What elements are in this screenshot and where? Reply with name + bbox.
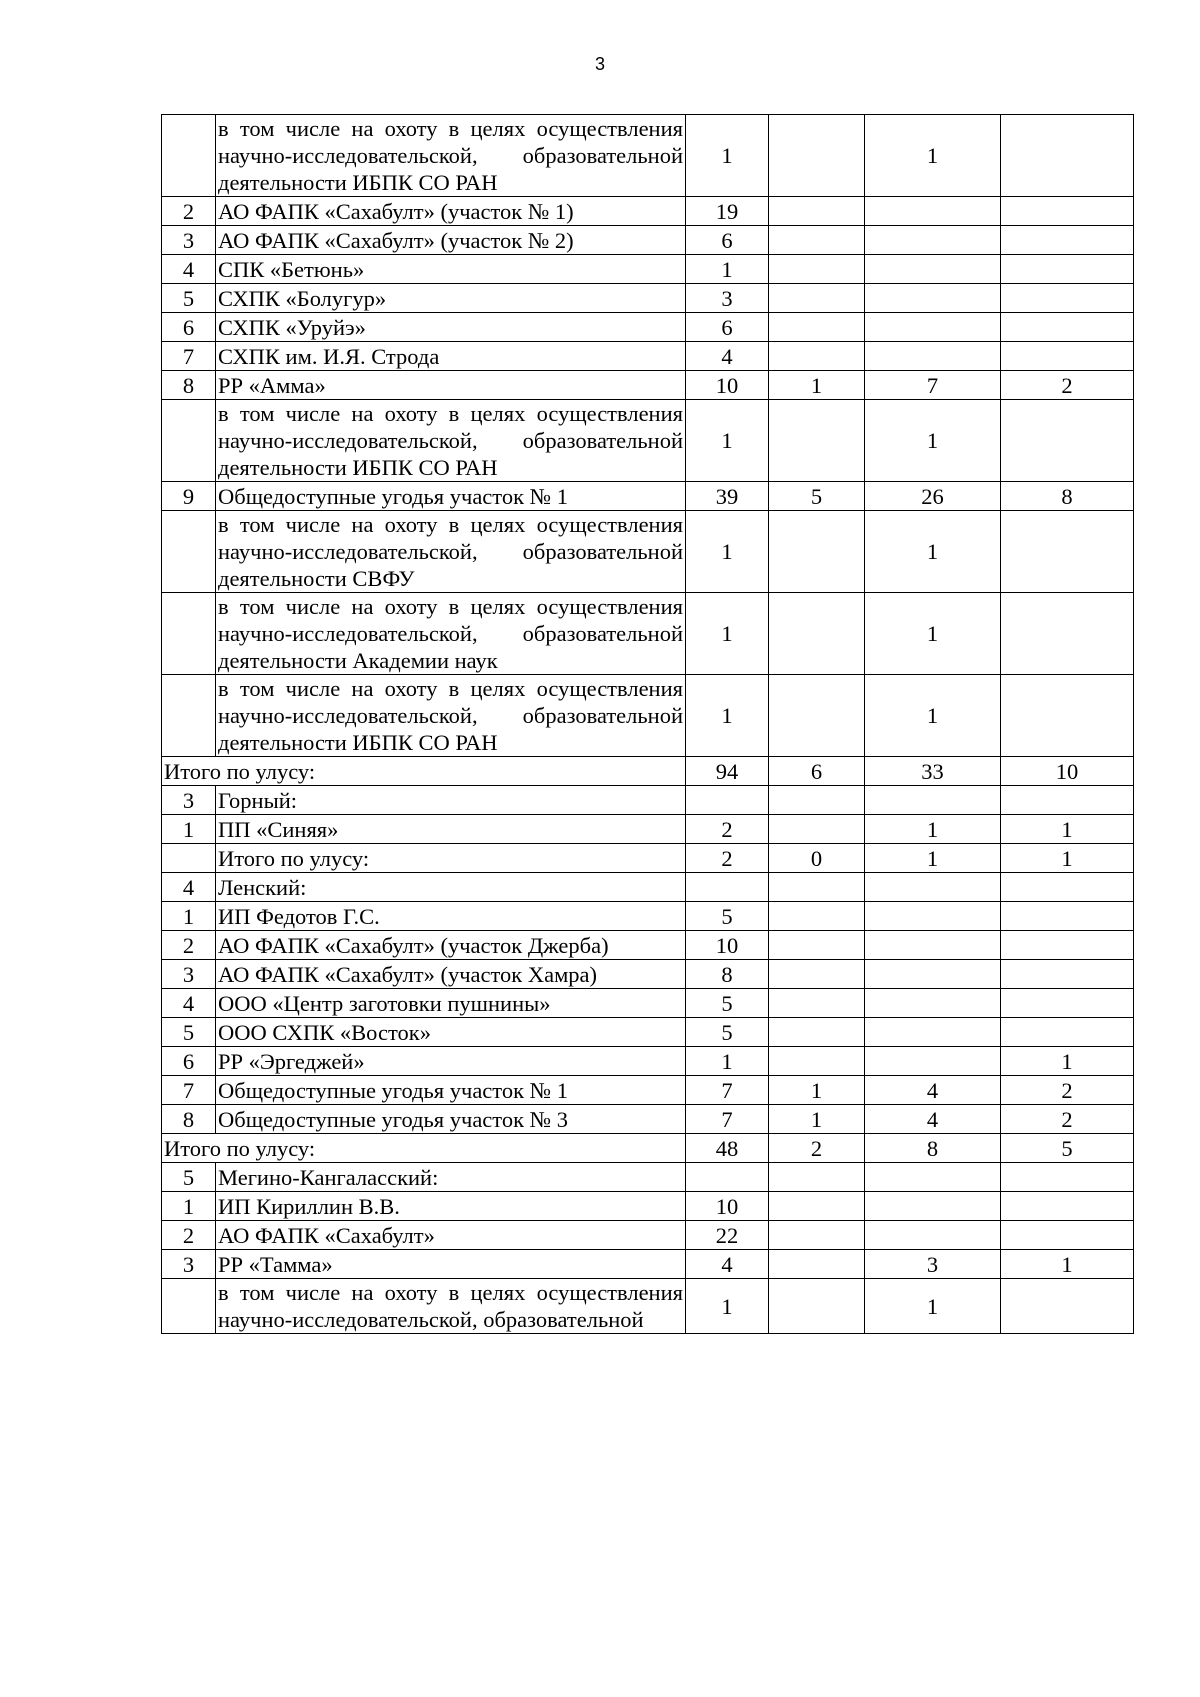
value-col-3	[865, 1047, 1001, 1076]
value-col-3	[865, 1018, 1001, 1047]
row-number: 2	[162, 931, 216, 960]
row-number: 3	[162, 786, 216, 815]
table-row	[162, 902, 1134, 931]
value-col-1: 1	[686, 255, 769, 284]
value-col-2: 1	[769, 1076, 865, 1105]
value-col-4: 5	[1001, 1134, 1134, 1163]
value-col-1: 5	[686, 902, 769, 931]
value-col-1: 2	[686, 844, 769, 873]
value-col-4	[1001, 902, 1134, 931]
value-col-4	[1001, 1192, 1134, 1221]
row-name: РР «Тамма»	[216, 1250, 686, 1279]
value-col-3: 1	[865, 815, 1001, 844]
row-number: 5	[162, 1163, 216, 1192]
row-number: 1	[162, 815, 216, 844]
table-row	[162, 844, 1134, 873]
table-row	[162, 931, 1134, 960]
row-name	[216, 511, 686, 593]
value-col-4: 1	[1001, 815, 1134, 844]
value-col-4: 1	[1001, 1047, 1134, 1076]
value-col-3: 1	[865, 593, 1001, 675]
row-name-text: в том числе на охоту в целях осуществления научно-исследовательской, образовательной деятельности ИБПК СО РАН	[218, 401, 683, 480]
row-name	[216, 675, 686, 757]
table-row	[162, 511, 1134, 593]
value-col-4: 2	[1001, 1105, 1134, 1134]
value-col-2: 6	[769, 757, 865, 786]
value-col-3: 8	[865, 1134, 1001, 1163]
row-name	[216, 593, 686, 675]
value-col-3	[865, 786, 1001, 815]
value-col-2	[769, 1279, 865, 1334]
value-col-1: 22	[686, 1221, 769, 1250]
value-col-4	[1001, 400, 1134, 482]
value-col-2	[769, 1018, 865, 1047]
row-name: АО ФАПК «Сахабулт» (участок № 2)	[216, 226, 686, 255]
value-col-2	[769, 593, 865, 675]
value-col-2: 2	[769, 1134, 865, 1163]
value-col-4	[1001, 511, 1134, 593]
total-label: Итого по улусу:	[162, 1134, 686, 1163]
table-row	[162, 400, 1134, 482]
table-row	[162, 786, 1134, 815]
value-col-1: 10	[686, 931, 769, 960]
row-name: Общедоступные угодья участок № 1	[216, 1076, 686, 1105]
value-col-2	[769, 786, 865, 815]
row-name: Общедоступные угодья участок № 1	[216, 482, 686, 511]
value-col-2	[769, 115, 865, 197]
table-row	[162, 115, 1134, 197]
value-col-3	[865, 313, 1001, 342]
value-col-3	[865, 902, 1001, 931]
row-number: 1	[162, 902, 216, 931]
row-name-text: в том числе на охоту в целях осуществления научно-исследовательской, образовательной деятельности ИБПК СО РАН	[218, 676, 683, 755]
value-col-2	[769, 255, 865, 284]
table-row	[162, 1250, 1134, 1279]
value-col-3	[865, 1192, 1001, 1221]
table-row	[162, 873, 1134, 902]
table-row	[162, 675, 1134, 757]
value-col-2	[769, 342, 865, 371]
value-col-3	[865, 989, 1001, 1018]
table-row	[162, 313, 1134, 342]
row-number	[162, 675, 216, 757]
value-col-4	[1001, 675, 1134, 757]
table-row	[162, 284, 1134, 313]
value-col-2	[769, 197, 865, 226]
value-col-3: 4	[865, 1076, 1001, 1105]
value-col-3	[865, 1163, 1001, 1192]
row-name: АО ФАПК «Сахабулт»	[216, 1221, 686, 1250]
row-number: 2	[162, 1221, 216, 1250]
row-number	[162, 844, 216, 873]
total-row	[162, 757, 1134, 786]
row-name: СХПК «Уруйэ»	[216, 313, 686, 342]
value-col-1: 8	[686, 960, 769, 989]
row-name: ООО «Центр заготовки пушнины»	[216, 989, 686, 1018]
value-col-1: 1	[686, 400, 769, 482]
row-name: АО ФАПК «Сахабулт» (участок № 1)	[216, 197, 686, 226]
row-name: РР «Эргеджей»	[216, 1047, 686, 1076]
value-col-2	[769, 226, 865, 255]
table-row	[162, 960, 1134, 989]
row-name-text: в том числе на охоту в целях осуществления научно-исследовательской, образовательной деятельности Академии наук	[218, 594, 683, 673]
row-number: 7	[162, 342, 216, 371]
row-name: СХПК им. И.Я. Строда	[216, 342, 686, 371]
value-col-1: 48	[686, 1134, 769, 1163]
value-col-2	[769, 511, 865, 593]
value-col-3: 7	[865, 371, 1001, 400]
value-col-1: 7	[686, 1105, 769, 1134]
row-name: РР «Амма»	[216, 371, 686, 400]
value-col-1	[686, 1163, 769, 1192]
value-col-1: 5	[686, 989, 769, 1018]
row-number	[162, 1279, 216, 1334]
value-col-4	[1001, 313, 1134, 342]
value-col-4	[1001, 115, 1134, 197]
value-col-1: 4	[686, 1250, 769, 1279]
value-col-2	[769, 902, 865, 931]
table-row	[162, 342, 1134, 371]
value-col-4: 8	[1001, 482, 1134, 511]
value-col-1: 5	[686, 1018, 769, 1047]
value-col-2	[769, 1192, 865, 1221]
value-col-1: 4	[686, 342, 769, 371]
value-col-3	[865, 197, 1001, 226]
value-col-1: 19	[686, 197, 769, 226]
value-col-4	[1001, 1163, 1134, 1192]
table-row	[162, 815, 1134, 844]
value-col-3: 1	[865, 1279, 1001, 1334]
row-name: АО ФАПК «Сахабулт» (участок Джерба)	[216, 931, 686, 960]
row-number: 8	[162, 371, 216, 400]
value-col-3: 26	[865, 482, 1001, 511]
row-name: СПК «Бетюнь»	[216, 255, 686, 284]
value-col-4	[1001, 989, 1134, 1018]
row-name-text: в том числе на охоту в целях осуществления научно-исследовательской, образовательной деятельности СВФУ	[218, 512, 683, 591]
row-number: 5	[162, 1018, 216, 1047]
value-col-3: 4	[865, 1105, 1001, 1134]
value-col-3: 33	[865, 757, 1001, 786]
value-col-1: 1	[686, 115, 769, 197]
value-col-1: 1	[686, 511, 769, 593]
value-col-2	[769, 960, 865, 989]
table-row	[162, 255, 1134, 284]
value-col-4	[1001, 786, 1134, 815]
row-number: 4	[162, 873, 216, 902]
value-col-1	[686, 786, 769, 815]
value-col-2: 5	[769, 482, 865, 511]
row-name-text: в том числе на охоту в целях осуществления научно-исследовательской, образовательной	[218, 1280, 683, 1332]
row-name	[216, 1279, 686, 1334]
value-col-4	[1001, 1018, 1134, 1047]
value-col-2	[769, 400, 865, 482]
row-number: 5	[162, 284, 216, 313]
row-name: Мегино-Кангаласский:	[216, 1163, 686, 1192]
value-col-4	[1001, 226, 1134, 255]
table-row	[162, 1105, 1134, 1134]
value-col-3: 1	[865, 115, 1001, 197]
value-col-1: 1	[686, 593, 769, 675]
row-name	[216, 400, 686, 482]
value-col-3	[865, 931, 1001, 960]
value-col-2	[769, 313, 865, 342]
value-col-1: 7	[686, 1076, 769, 1105]
value-col-1: 10	[686, 371, 769, 400]
row-number: 6	[162, 1047, 216, 1076]
value-col-4	[1001, 342, 1134, 371]
row-name: АО ФАПК «Сахабулт» (участок Хамра)	[216, 960, 686, 989]
value-col-2: 1	[769, 371, 865, 400]
table-row	[162, 989, 1134, 1018]
value-col-2	[769, 1250, 865, 1279]
total-row	[162, 1134, 1134, 1163]
value-col-4	[1001, 1279, 1134, 1334]
table-row	[162, 226, 1134, 255]
row-number: 3	[162, 960, 216, 989]
value-col-4: 10	[1001, 757, 1134, 786]
value-col-1: 10	[686, 1192, 769, 1221]
row-number: 4	[162, 989, 216, 1018]
row-name: Ленский:	[216, 873, 686, 902]
value-col-3: 1	[865, 511, 1001, 593]
value-col-3	[865, 226, 1001, 255]
table-row	[162, 371, 1134, 400]
value-col-2	[769, 1163, 865, 1192]
value-col-3: 3	[865, 1250, 1001, 1279]
value-col-3	[865, 255, 1001, 284]
value-col-2: 1	[769, 1105, 865, 1134]
row-number: 3	[162, 1250, 216, 1279]
value-col-2	[769, 873, 865, 902]
row-name: ИП Федотов Г.С.	[216, 902, 686, 931]
table-row	[162, 482, 1134, 511]
table-row	[162, 1018, 1134, 1047]
value-col-1: 39	[686, 482, 769, 511]
value-col-2: 0	[769, 844, 865, 873]
value-col-2	[769, 815, 865, 844]
value-col-3: 1	[865, 400, 1001, 482]
value-col-4: 1	[1001, 844, 1134, 873]
value-col-4	[1001, 1221, 1134, 1250]
value-col-1: 94	[686, 757, 769, 786]
row-name	[216, 115, 686, 197]
table-row	[162, 1221, 1134, 1250]
value-col-4	[1001, 931, 1134, 960]
value-col-1: 1	[686, 1047, 769, 1076]
value-col-2	[769, 675, 865, 757]
table-row	[162, 197, 1134, 226]
value-col-3: 1	[865, 675, 1001, 757]
value-col-4	[1001, 960, 1134, 989]
row-name: Общедоступные угодья участок № 3	[216, 1105, 686, 1134]
table-body	[162, 115, 1134, 1334]
row-number: 6	[162, 313, 216, 342]
row-name: Итого по улусу:	[216, 844, 686, 873]
value-col-1	[686, 873, 769, 902]
row-name: ООО СХПК «Восток»	[216, 1018, 686, 1047]
row-number: 1	[162, 1192, 216, 1221]
row-name-text: в том числе на охоту в целях осуществления научно-исследовательской, образовательной деятельности ИБПК СО РАН	[218, 116, 683, 195]
value-col-4: 1	[1001, 1250, 1134, 1279]
value-col-4	[1001, 197, 1134, 226]
value-col-3: 1	[865, 844, 1001, 873]
value-col-2	[769, 1047, 865, 1076]
row-number: 8	[162, 1105, 216, 1134]
value-col-3	[865, 342, 1001, 371]
value-col-1: 3	[686, 284, 769, 313]
quota-table	[161, 114, 1134, 1334]
value-col-4	[1001, 255, 1134, 284]
row-number	[162, 115, 216, 197]
table-row	[162, 593, 1134, 675]
value-col-3	[865, 960, 1001, 989]
row-number: 9	[162, 482, 216, 511]
value-col-1: 6	[686, 313, 769, 342]
row-number: 4	[162, 255, 216, 284]
row-number	[162, 511, 216, 593]
value-col-2	[769, 989, 865, 1018]
row-number	[162, 400, 216, 482]
value-col-3	[865, 1221, 1001, 1250]
row-number: 2	[162, 197, 216, 226]
value-col-4	[1001, 284, 1134, 313]
value-col-2	[769, 931, 865, 960]
page-number: 3	[594, 54, 605, 74]
total-label: Итого по улусу:	[162, 757, 686, 786]
value-col-2	[769, 284, 865, 313]
value-col-1: 1	[686, 1279, 769, 1334]
value-col-3	[865, 873, 1001, 902]
row-number	[162, 593, 216, 675]
row-name: СХПК «Болугур»	[216, 284, 686, 313]
value-col-1: 6	[686, 226, 769, 255]
row-number: 3	[162, 226, 216, 255]
value-col-2	[769, 1221, 865, 1250]
row-number: 7	[162, 1076, 216, 1105]
value-col-1: 1	[686, 675, 769, 757]
row-name: ИП Кириллин В.В.	[216, 1192, 686, 1221]
value-col-4: 2	[1001, 371, 1134, 400]
row-name: Горный:	[216, 786, 686, 815]
table-row	[162, 1192, 1134, 1221]
row-name: ПП «Синяя»	[216, 815, 686, 844]
table-row	[162, 1076, 1134, 1105]
value-col-4	[1001, 873, 1134, 902]
table-row	[162, 1279, 1134, 1334]
table-row	[162, 1163, 1134, 1192]
value-col-1: 2	[686, 815, 769, 844]
table-row	[162, 1047, 1134, 1076]
value-col-4: 2	[1001, 1076, 1134, 1105]
value-col-4	[1001, 593, 1134, 675]
value-col-3	[865, 284, 1001, 313]
